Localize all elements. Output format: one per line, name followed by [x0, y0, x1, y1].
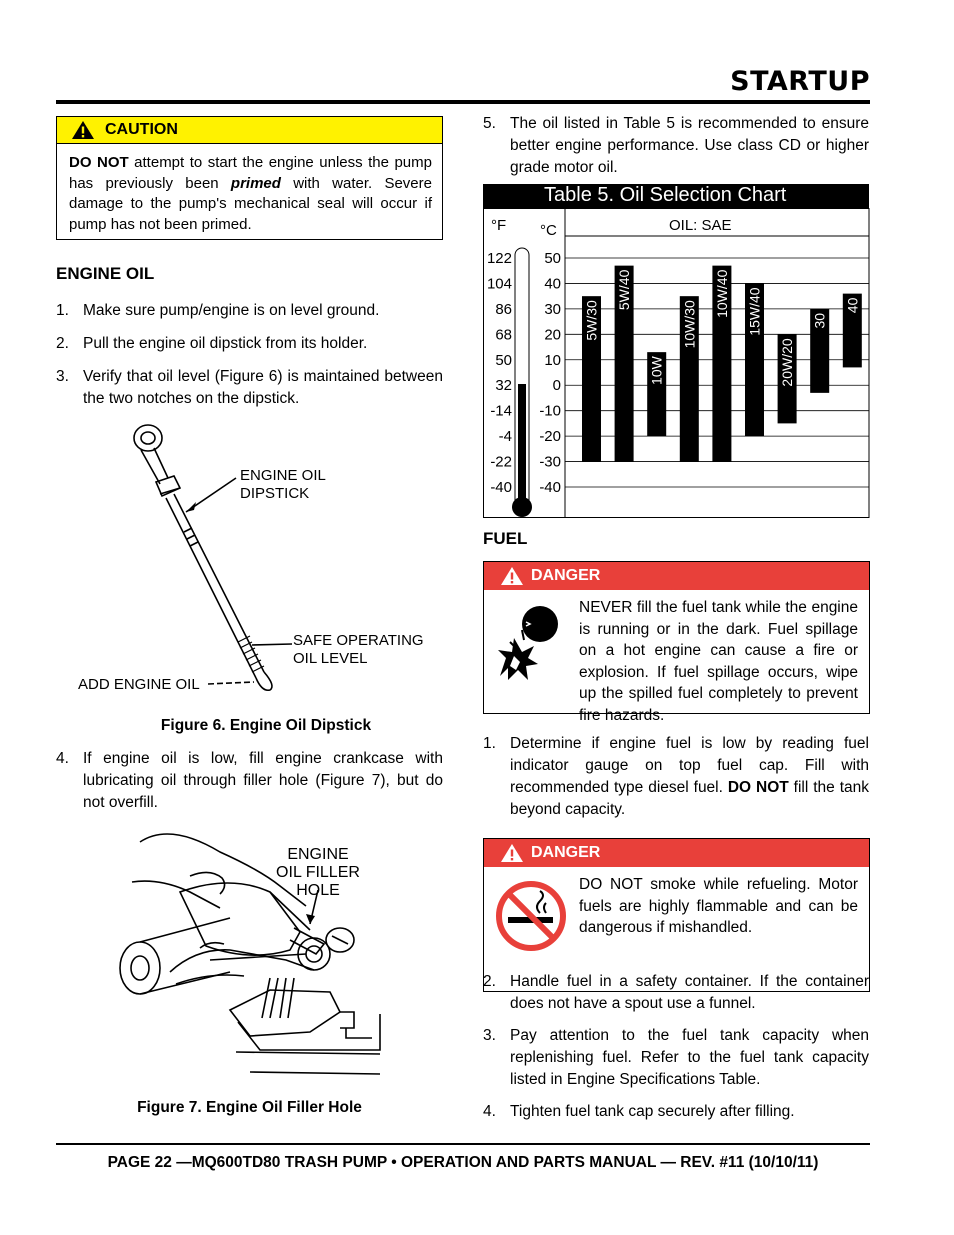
series-label: OIL: SAE: [669, 217, 732, 234]
list-item: 4. Tighten fuel tank cap securely after filling.: [483, 1103, 795, 1120]
caution-label: CAUTION: [105, 121, 178, 138]
list-item: 1. Make sure pump/engine is on level ground.: [56, 302, 380, 319]
bar-label: 30: [811, 312, 828, 329]
no-smoking-icon: [494, 879, 568, 953]
tick-label-c: 50: [544, 250, 561, 267]
figure-7-caption: Figure 7. Engine Oil Filler Hole: [137, 1099, 362, 1116]
fahrenheit-unit: °F: [491, 217, 507, 234]
bar-label: 10W/30: [681, 300, 698, 349]
caution-bar: [57, 117, 442, 144]
list-item: 2. Handle fuel in a safety container. If the container does not have a spout use a funnel.: [483, 973, 869, 1012]
tick-label-c: 40: [544, 275, 561, 293]
bar-label: 40: [844, 297, 861, 314]
danger-text-smoking: DO NOT smoke while refueling. Motor fuels are highly flammable and can be dangerous if mishandled.: [579, 876, 858, 936]
header-rule: [56, 100, 870, 104]
warning-icon: [71, 120, 95, 140]
danger-text-fire: NEVER fill the fuel tank while the engine is running or in the dark. Fuel spillage on a hot engine can cause a fire or explosion. If fuel spillage occurs, wipe up the spilled fuel completely to prevent fire hazards.: [579, 599, 858, 724]
figure-6-caption: Figure 6. Engine Oil Dipstick: [160, 717, 372, 734]
tick-label-c: 0: [552, 377, 561, 395]
danger-box-fire: [483, 561, 870, 724]
add-oil-label: ADD ENGINE OIL: [78, 676, 200, 693]
tick-label-c: -20: [539, 428, 561, 446]
fuel-heading: FUEL: [483, 529, 528, 548]
list-item: 3. Pay attention to the fuel tank capacity when replenishing fuel. Refer to the fuel tank capacity listed in Engine Specifications Table.: [483, 1027, 869, 1088]
page-title: STARTUP: [730, 66, 870, 97]
bar-label: 20W/20: [779, 338, 796, 387]
tick-label-f: -22: [490, 453, 512, 471]
danger-bar: [484, 562, 869, 590]
footer-rule: [56, 1143, 870, 1145]
caution-box: [56, 116, 443, 240]
tick-label-f: 50: [495, 351, 512, 369]
engine-oil-heading: ENGINE OIL: [56, 264, 155, 283]
warning-icon: [500, 843, 524, 863]
tick-label-f: 68: [495, 326, 512, 344]
list-item: 1. Determine if engine fuel is low by reading fuel indicator gauge on top fuel cap. Fill with recommended type diesel fuel. DO NOT fill the tank beyond capacity.: [483, 735, 869, 818]
dipstick-label: ENGINE OIL DIPSTICK: [240, 467, 326, 502]
tick-label-f: 86: [495, 300, 512, 318]
tick-label-f: -4: [498, 428, 512, 446]
danger-bar: [484, 839, 869, 867]
tick-label-c: -40: [539, 479, 561, 496]
oil-selection-chart: [483, 208, 871, 520]
bar-label: 5W/40: [616, 269, 633, 311]
list-item: 4. If engine oil is low, fill engine crankcase with lubricating oil through filler hole (Figure 7), but do not overfill.: [56, 750, 443, 811]
list-item: 2. Pull the engine oil dipstick from its holder.: [56, 335, 368, 352]
tick-label-f: 122: [486, 250, 512, 267]
warning-icon: [500, 566, 524, 586]
tick-label-c: -30: [539, 453, 561, 471]
filler-hole-label: ENGINE OIL FILLER HOLE: [276, 846, 360, 899]
tick-label-f: -14: [490, 402, 512, 420]
page-footer: PAGE 22 —MQ600TD80 TRASH PUMP • OPERATION AND PARTS MANUAL — REV. #11 (10/10/11): [107, 1154, 819, 1171]
danger-label: DANGER: [531, 567, 601, 584]
bar-label: 5W/30: [583, 300, 600, 341]
tick-label-f: 104: [486, 275, 512, 293]
bar-label: 10W: [648, 356, 665, 385]
tick-label-c: 30: [544, 300, 561, 318]
tick-label-c: 20: [544, 326, 561, 344]
list-item: 5. The oil listed in Table 5 is recommended to ensure better engine performance. Use class CD or higher grade motor oil.: [483, 115, 869, 176]
danger-box-smoking: [483, 838, 870, 992]
list-item: 3. Verify that oil level (Figure 6) is maintained between the two notches on the dipstick.: [56, 368, 443, 407]
tick-label-f: 32: [495, 377, 512, 395]
tick-label-f: -40: [490, 479, 512, 496]
safe-level-label: SAFE OPERATING OIL LEVEL: [293, 632, 424, 667]
bar-label: 10W/40: [713, 269, 730, 318]
explosion-icon: [496, 602, 568, 682]
celsius-unit: °C: [540, 222, 557, 239]
tick-label-c: 10: [544, 351, 561, 369]
chart-title-text: Table 5. Oil Selection Chart: [544, 184, 787, 206]
danger-label: DANGER: [531, 844, 601, 861]
caution-text: DO NOT attempt to start the engine unless the pump has previously been primed with water. Severe damage to the pump's mechanical seal will occur if pump has not been primed.: [69, 154, 432, 233]
tick-label-c: -10: [539, 402, 561, 420]
chart-title: [483, 184, 869, 208]
bar-label: 15W/40: [746, 287, 763, 336]
